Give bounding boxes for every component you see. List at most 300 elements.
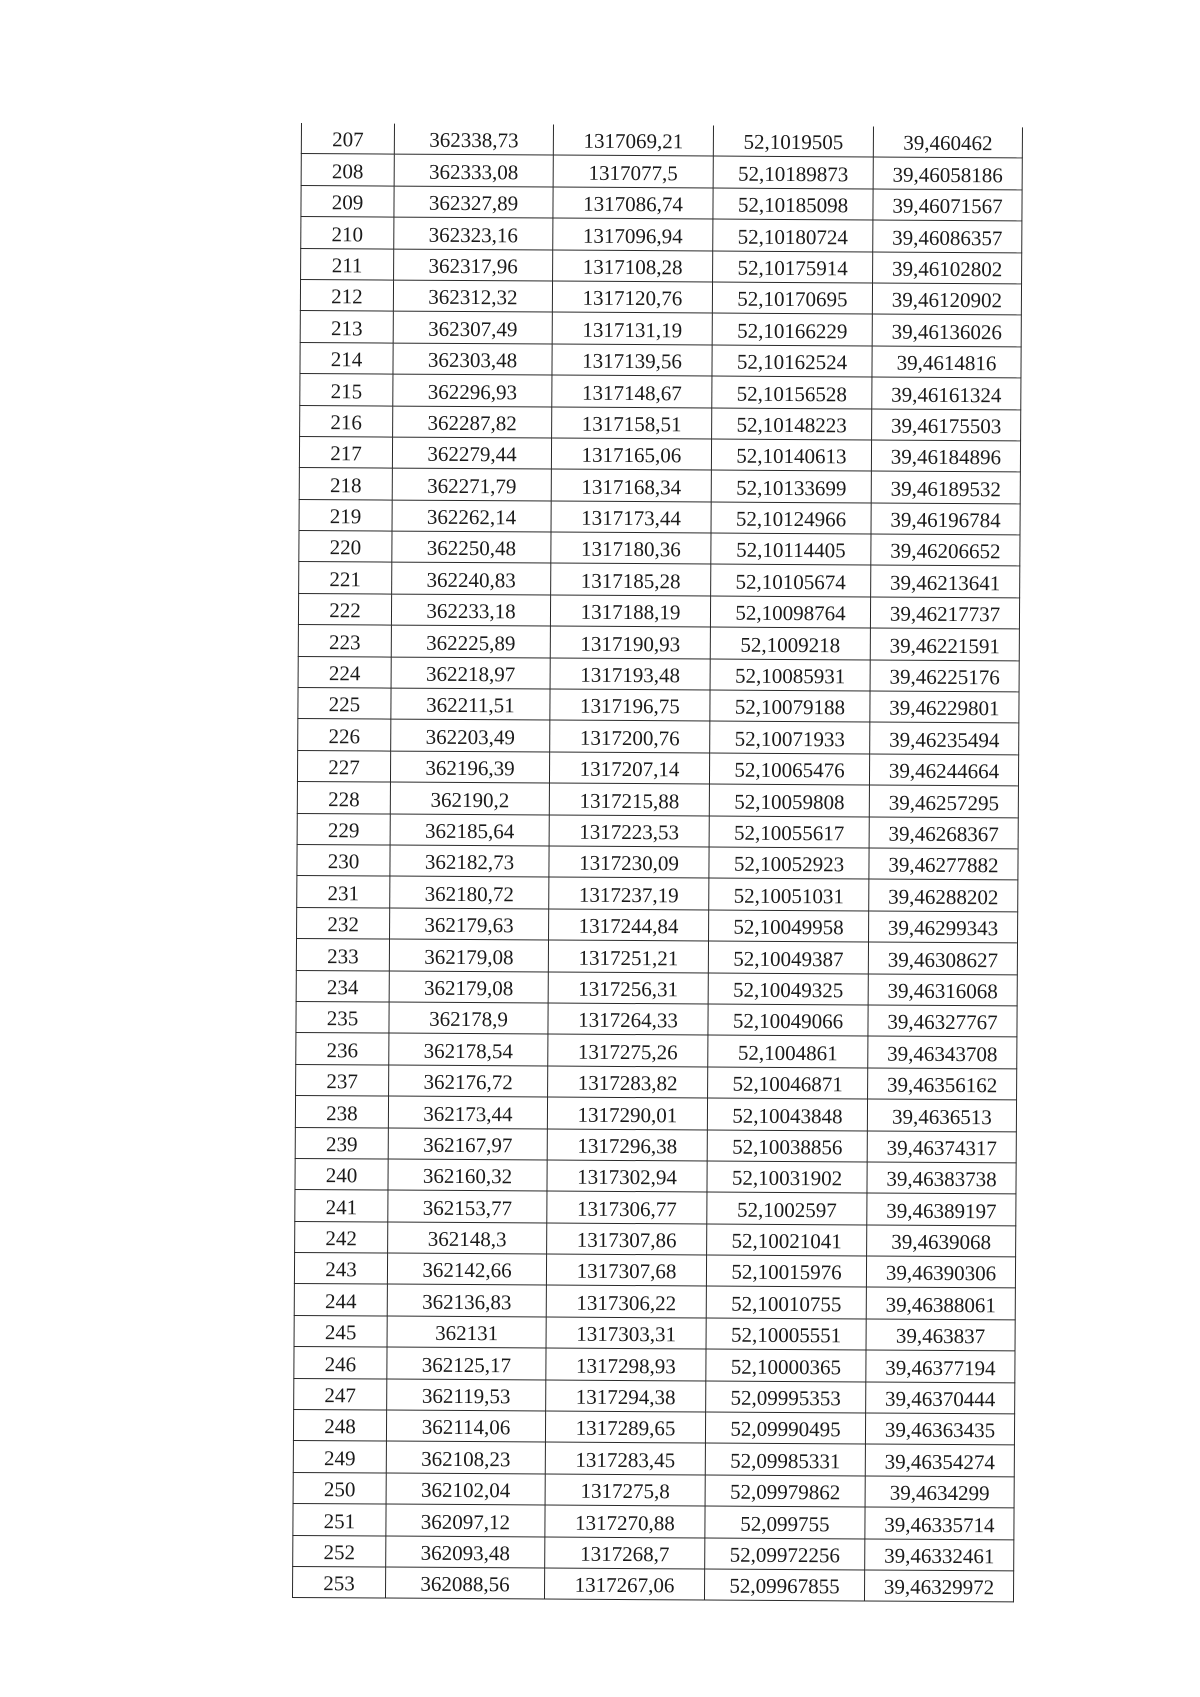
longitude-cell bbox=[868, 1068, 1017, 1100]
cell-value: 362153,77 bbox=[422, 1195, 513, 1220]
table-row bbox=[296, 1033, 1017, 1069]
point-number-cell bbox=[294, 1378, 387, 1410]
cell-value: 52,09967855 bbox=[729, 1574, 840, 1599]
cell-value: 39,46389197 bbox=[886, 1198, 997, 1223]
longitude-cell bbox=[867, 1193, 1016, 1225]
cell-value: 39,46356162 bbox=[886, 1072, 998, 1098]
cell-value: 362240,83 bbox=[426, 567, 516, 593]
cell-value: 362119,53 bbox=[421, 1383, 511, 1409]
x-coordinate-cell bbox=[391, 657, 550, 689]
cell-value: 1317139,56 bbox=[582, 348, 682, 374]
cell-value: 362178,54 bbox=[423, 1038, 514, 1064]
cell-value: 238 bbox=[326, 1100, 358, 1125]
table-row bbox=[299, 499, 1020, 535]
latitude-cell bbox=[708, 1035, 868, 1067]
table-row bbox=[301, 248, 1022, 284]
cell-value: 39,46299343 bbox=[887, 915, 999, 941]
cell-value: 52,10055617 bbox=[733, 820, 845, 846]
latitude-cell bbox=[706, 1318, 866, 1350]
table-row bbox=[299, 531, 1020, 567]
table-row bbox=[298, 688, 1019, 724]
cell-value: 39,46327767 bbox=[887, 1009, 998, 1035]
cell-value: 52,1002597 bbox=[736, 1197, 837, 1222]
cell-value: 39,46329972 bbox=[883, 1574, 995, 1600]
latitude-cell bbox=[711, 502, 871, 534]
table-row bbox=[300, 279, 1021, 315]
latitude-cell bbox=[710, 659, 870, 691]
coordinates-table bbox=[292, 123, 1023, 1603]
latitude-cell bbox=[713, 219, 873, 251]
latitude-cell bbox=[712, 282, 872, 314]
longitude-cell bbox=[871, 534, 1020, 566]
point-number-cell bbox=[300, 405, 393, 437]
cell-value: 362108,23 bbox=[421, 1446, 511, 1472]
y-coordinate-cell bbox=[548, 1003, 708, 1035]
table-row bbox=[295, 1190, 1016, 1226]
cell-value: 362279,44 bbox=[427, 442, 517, 467]
cell-value: 1317207,14 bbox=[579, 756, 680, 782]
cell-value: 362262,14 bbox=[426, 504, 517, 530]
latitude-cell bbox=[707, 1224, 867, 1256]
cell-value: 1317086,74 bbox=[583, 191, 683, 217]
latitude-cell bbox=[705, 1506, 865, 1538]
cell-value: 52,10085931 bbox=[734, 663, 846, 689]
table-row bbox=[297, 750, 1018, 786]
cell-value: 220 bbox=[329, 535, 362, 560]
cell-value: 52,10046871 bbox=[732, 1071, 843, 1097]
x-coordinate-cell bbox=[388, 1190, 547, 1222]
latitude-cell bbox=[712, 376, 872, 408]
latitude-cell bbox=[710, 721, 870, 753]
cell-value: 243 bbox=[325, 1257, 357, 1282]
latitude-cell bbox=[709, 784, 869, 816]
cell-value: 1317190,93 bbox=[580, 631, 681, 656]
longitude-cell bbox=[867, 1225, 1016, 1257]
x-coordinate-cell bbox=[390, 814, 549, 846]
point-number-cell bbox=[292, 1566, 385, 1598]
cell-value: 52,10010755 bbox=[731, 1291, 842, 1317]
cell-value: 1317185,28 bbox=[580, 568, 681, 594]
x-coordinate-cell bbox=[394, 217, 553, 249]
cell-value: 1317148,67 bbox=[581, 380, 682, 405]
cell-value: 234 bbox=[326, 975, 359, 1000]
cell-value: 1317275,26 bbox=[577, 1039, 678, 1065]
table-row bbox=[294, 1253, 1015, 1289]
cell-value: 214 bbox=[330, 347, 363, 372]
table-row bbox=[298, 719, 1019, 755]
cell-value: 39,46374317 bbox=[886, 1135, 997, 1161]
point-number-cell bbox=[296, 970, 389, 1002]
cell-value: 52,10189873 bbox=[738, 161, 849, 187]
cell-value: 1317108,28 bbox=[582, 254, 683, 280]
cell-value: 1317230,09 bbox=[579, 851, 679, 876]
point-number-cell bbox=[297, 782, 390, 814]
y-coordinate-cell bbox=[546, 1317, 706, 1349]
point-number-cell bbox=[298, 719, 391, 751]
point-number-cell bbox=[301, 248, 394, 280]
point-number-cell bbox=[295, 1158, 388, 1190]
table-row bbox=[301, 185, 1022, 221]
latitude-cell bbox=[705, 1412, 865, 1444]
y-coordinate-cell bbox=[545, 1505, 705, 1537]
cell-value: 362125,17 bbox=[421, 1352, 512, 1377]
longitude-cell bbox=[871, 440, 1020, 472]
cell-value: 52,10021041 bbox=[731, 1228, 842, 1254]
cell-value: 362323,16 bbox=[428, 222, 519, 247]
cell-value: 1317215,88 bbox=[579, 788, 680, 813]
y-coordinate-cell bbox=[549, 752, 709, 784]
table-row bbox=[300, 405, 1021, 441]
cell-value: 39,4636513 bbox=[891, 1104, 992, 1129]
point-number-cell bbox=[294, 1347, 387, 1379]
cell-value: 52,09979862 bbox=[729, 1479, 841, 1505]
cell-value: 39,46058186 bbox=[892, 162, 1003, 188]
cell-value: 362114,06 bbox=[421, 1415, 511, 1440]
table-row bbox=[298, 656, 1019, 692]
latitude-cell bbox=[709, 753, 869, 785]
cell-value: 52,10049958 bbox=[733, 914, 844, 940]
y-coordinate-cell bbox=[547, 1097, 707, 1129]
latitude-cell bbox=[705, 1538, 865, 1570]
cell-value: 1317306,77 bbox=[576, 1196, 677, 1221]
cell-value: 52,09995353 bbox=[730, 1385, 841, 1411]
cell-value: 1317200,76 bbox=[579, 725, 680, 751]
longitude-cell bbox=[868, 1036, 1017, 1068]
cell-value: 362088,56 bbox=[420, 1572, 510, 1597]
table-row bbox=[294, 1347, 1015, 1383]
cell-value: 39,46370444 bbox=[885, 1386, 996, 1412]
point-number-cell bbox=[300, 311, 393, 343]
y-coordinate-cell bbox=[546, 1254, 706, 1286]
longitude-cell bbox=[873, 126, 1022, 158]
longitude-cell bbox=[873, 157, 1022, 189]
latitude-cell bbox=[706, 1286, 866, 1318]
latitude-cell bbox=[708, 941, 868, 973]
cell-value: 215 bbox=[330, 378, 363, 403]
latitude-cell bbox=[712, 345, 872, 377]
cell-value: 1317196,75 bbox=[579, 694, 680, 719]
cell-value: 362296,93 bbox=[427, 379, 518, 404]
cell-value: 362312,32 bbox=[428, 285, 518, 310]
cell-value: 52,10140613 bbox=[736, 443, 847, 469]
cell-value: 39,4639068 bbox=[891, 1229, 992, 1255]
cell-value: 52,10148223 bbox=[736, 412, 847, 438]
cell-value: 362338,73 bbox=[429, 128, 519, 153]
cell-value: 223 bbox=[329, 629, 361, 655]
x-coordinate-cell bbox=[392, 500, 551, 532]
cell-value: 39,46363435 bbox=[884, 1417, 996, 1443]
cell-value: 1317237,19 bbox=[578, 882, 679, 908]
table-row bbox=[295, 1221, 1016, 1257]
cell-value: 218 bbox=[329, 472, 362, 498]
cell-value: 52,10133699 bbox=[736, 475, 847, 501]
cell-value: 362196,39 bbox=[425, 755, 515, 781]
cell-value: 52,10065476 bbox=[734, 757, 845, 783]
cell-value: 52,1004861 bbox=[737, 1040, 838, 1066]
longitude-cell bbox=[865, 1476, 1014, 1508]
cell-value: 241 bbox=[325, 1194, 358, 1220]
cell-value: 362173,44 bbox=[423, 1101, 513, 1126]
latitude-cell bbox=[708, 973, 868, 1005]
cell-value: 1317131,19 bbox=[582, 317, 683, 343]
cell-value: 52,10051031 bbox=[733, 883, 844, 909]
point-number-cell bbox=[297, 876, 390, 908]
point-number-cell bbox=[297, 907, 390, 939]
point-number-cell bbox=[293, 1472, 386, 1504]
x-coordinate-cell bbox=[386, 1504, 545, 1536]
point-number-cell bbox=[295, 1190, 388, 1222]
x-coordinate-cell bbox=[392, 531, 551, 563]
cell-value: 362131 bbox=[435, 1321, 499, 1346]
cell-value: 1317158,51 bbox=[581, 411, 682, 437]
coordinates-table-body bbox=[292, 123, 1022, 1602]
point-number-cell bbox=[293, 1535, 386, 1567]
point-number-cell bbox=[299, 562, 392, 594]
cell-value: 39,46257295 bbox=[888, 790, 1000, 815]
x-coordinate-cell bbox=[392, 468, 551, 500]
y-coordinate-cell bbox=[545, 1411, 705, 1443]
table-row bbox=[296, 970, 1017, 1006]
cell-value: 362190,2 bbox=[430, 787, 510, 812]
longitude-cell bbox=[871, 471, 1020, 503]
longitude-cell bbox=[872, 409, 1021, 441]
latitude-cell bbox=[708, 1067, 868, 1099]
cell-value: 52,10170695 bbox=[737, 287, 848, 312]
cell-value: 212 bbox=[331, 284, 363, 309]
cell-value: 39,46308627 bbox=[887, 947, 999, 972]
cell-value: 52,10049066 bbox=[732, 1008, 844, 1034]
y-coordinate-cell bbox=[553, 250, 713, 282]
cell-value: 211 bbox=[331, 253, 363, 278]
latitude-cell bbox=[713, 188, 873, 220]
point-number-cell bbox=[295, 1221, 388, 1253]
latitude-cell bbox=[707, 1192, 867, 1224]
point-number-cell bbox=[299, 531, 392, 563]
longitude-cell bbox=[865, 1507, 1014, 1539]
point-number-cell bbox=[300, 374, 393, 406]
y-coordinate-cell bbox=[550, 595, 710, 627]
table-row bbox=[294, 1284, 1015, 1320]
table-row bbox=[301, 123, 1022, 158]
table-row bbox=[298, 625, 1019, 661]
cell-value: 1317290,01 bbox=[577, 1102, 678, 1127]
cell-value: 233 bbox=[327, 943, 359, 968]
cell-value: 39,46332461 bbox=[884, 1543, 995, 1569]
cell-value: 242 bbox=[325, 1226, 358, 1251]
longitude-cell bbox=[866, 1319, 1015, 1351]
cell-value: 239 bbox=[325, 1132, 358, 1157]
longitude-cell bbox=[869, 754, 1018, 786]
longitude-cell bbox=[869, 879, 1018, 911]
longitude-cell bbox=[870, 628, 1019, 660]
cell-value: 1317294,38 bbox=[575, 1384, 676, 1410]
point-number-cell bbox=[300, 342, 393, 374]
table-row bbox=[294, 1378, 1015, 1414]
cell-value: 229 bbox=[327, 818, 360, 843]
x-coordinate-cell bbox=[388, 1128, 547, 1160]
point-number-cell bbox=[298, 656, 391, 688]
cell-value: 362333,08 bbox=[429, 159, 519, 185]
longitude-cell bbox=[867, 1130, 1016, 1162]
table-row bbox=[296, 939, 1017, 975]
x-coordinate-cell bbox=[387, 1379, 546, 1411]
cell-value: 39,46377194 bbox=[885, 1355, 996, 1380]
y-coordinate-cell bbox=[553, 155, 713, 187]
latitude-cell bbox=[711, 533, 871, 565]
point-number-cell bbox=[297, 750, 390, 782]
latitude-cell bbox=[707, 1098, 867, 1130]
x-coordinate-cell bbox=[393, 280, 552, 312]
cell-value: 52,10049387 bbox=[733, 946, 844, 971]
latitude-cell bbox=[709, 878, 869, 910]
y-coordinate-cell bbox=[544, 1568, 704, 1600]
x-coordinate-cell bbox=[393, 406, 552, 438]
x-coordinate-cell bbox=[387, 1285, 546, 1317]
longitude-cell bbox=[866, 1256, 1015, 1288]
y-coordinate-cell bbox=[552, 312, 712, 344]
cell-value: 362148,3 bbox=[427, 1226, 507, 1252]
cell-value: 1317173,44 bbox=[581, 505, 682, 531]
cell-value: 253 bbox=[323, 1571, 355, 1596]
cell-value: 39,46225176 bbox=[889, 664, 1000, 690]
y-coordinate-cell bbox=[546, 1348, 706, 1380]
cell-value: 209 bbox=[331, 190, 364, 215]
cell-value: 52,10038856 bbox=[732, 1134, 843, 1160]
longitude-cell bbox=[865, 1539, 1014, 1571]
longitude-cell bbox=[870, 691, 1019, 723]
cell-value: 228 bbox=[328, 786, 360, 811]
cell-value: 362287,82 bbox=[427, 410, 517, 436]
longitude-cell bbox=[867, 1162, 1016, 1194]
table-row bbox=[300, 374, 1021, 410]
latitude-cell bbox=[707, 1161, 867, 1193]
cell-value: 39,46196784 bbox=[890, 507, 1001, 533]
longitude-cell bbox=[872, 346, 1021, 378]
cell-value: 1317302,94 bbox=[577, 1164, 678, 1190]
cell-value: 232 bbox=[327, 912, 359, 937]
cell-value: 362250,48 bbox=[426, 536, 517, 561]
cell-value: 231 bbox=[327, 880, 360, 906]
point-number-cell bbox=[295, 1096, 388, 1128]
cell-value: 207 bbox=[332, 127, 364, 152]
point-number-cell bbox=[301, 185, 394, 217]
cell-value: 39,46102802 bbox=[891, 256, 1003, 282]
cell-value: 362225,89 bbox=[426, 630, 516, 655]
y-coordinate-cell bbox=[546, 1380, 706, 1412]
x-coordinate-cell bbox=[387, 1253, 546, 1285]
y-coordinate-cell bbox=[548, 1066, 708, 1098]
cell-value: 39,46161324 bbox=[891, 382, 1002, 407]
cell-value: 52,1019505 bbox=[743, 130, 844, 155]
cell-value: 362233,18 bbox=[426, 599, 516, 624]
cell-value: 249 bbox=[324, 1445, 356, 1471]
x-coordinate-cell bbox=[394, 154, 553, 186]
point-number-cell bbox=[299, 436, 392, 468]
cell-value: 52,09972256 bbox=[729, 1542, 840, 1568]
x-coordinate-cell bbox=[391, 594, 550, 626]
cell-value: 1317275,8 bbox=[580, 1478, 670, 1504]
table-row bbox=[297, 813, 1018, 849]
latitude-cell bbox=[708, 1004, 868, 1036]
y-coordinate-cell bbox=[548, 940, 708, 972]
x-coordinate-cell bbox=[389, 971, 548, 1003]
x-coordinate-cell bbox=[390, 782, 549, 814]
cell-value: 213 bbox=[330, 315, 363, 341]
table-row bbox=[299, 436, 1020, 472]
x-coordinate-cell bbox=[389, 939, 548, 971]
cell-value: 1317096,94 bbox=[582, 223, 683, 248]
cell-value: 362093,48 bbox=[420, 1540, 510, 1566]
longitude-cell bbox=[870, 722, 1019, 754]
cell-value: 226 bbox=[328, 723, 361, 749]
cell-value: 1317270,88 bbox=[575, 1510, 675, 1535]
table-row bbox=[299, 562, 1020, 598]
cell-value: 52,10114405 bbox=[736, 538, 846, 563]
x-coordinate-cell bbox=[390, 845, 549, 877]
y-coordinate-cell bbox=[550, 658, 710, 690]
cell-value: 362102,04 bbox=[420, 1477, 511, 1503]
cell-value: 240 bbox=[325, 1163, 358, 1188]
x-coordinate-cell bbox=[389, 1002, 548, 1034]
cell-value: 235 bbox=[326, 1006, 359, 1031]
cell-value: 1317306,22 bbox=[576, 1290, 677, 1316]
cell-value: 1317268,7 bbox=[580, 1541, 670, 1567]
latitude-cell bbox=[706, 1255, 866, 1287]
latitude-cell bbox=[707, 1130, 867, 1162]
point-number-cell bbox=[298, 593, 391, 625]
table-row bbox=[299, 468, 1020, 504]
y-coordinate-cell bbox=[551, 564, 711, 596]
longitude-cell bbox=[872, 283, 1021, 315]
cell-value: 1317120,76 bbox=[582, 286, 683, 311]
cell-value: 39,46189532 bbox=[890, 476, 1001, 501]
cell-value: 225 bbox=[328, 692, 361, 717]
cell-value: 39,46229801 bbox=[889, 696, 1000, 721]
cell-value: 39,4614816 bbox=[896, 350, 997, 376]
longitude-cell bbox=[867, 1099, 1016, 1131]
table-row bbox=[297, 876, 1018, 912]
longitude-cell bbox=[873, 252, 1022, 284]
cell-value: 52,10015976 bbox=[731, 1260, 842, 1285]
x-coordinate-cell bbox=[388, 1222, 547, 1254]
x-coordinate-cell bbox=[386, 1473, 545, 1505]
cell-value: 39,46206652 bbox=[890, 539, 1001, 564]
cell-value: 39,46235494 bbox=[889, 727, 1000, 753]
cell-value: 39,46217737 bbox=[889, 601, 1001, 627]
cell-value: 362167,97 bbox=[423, 1132, 513, 1158]
x-coordinate-cell bbox=[387, 1316, 546, 1348]
longitude-cell bbox=[868, 942, 1017, 974]
cell-value: 1317180,36 bbox=[580, 537, 681, 562]
latitude-cell bbox=[706, 1349, 866, 1381]
cell-value: 1317251,21 bbox=[578, 945, 679, 970]
x-coordinate-cell bbox=[390, 908, 549, 940]
cell-value: 1317193,48 bbox=[580, 662, 681, 688]
table-row bbox=[294, 1315, 1015, 1351]
table-row bbox=[296, 1001, 1017, 1037]
cell-value: 362185,64 bbox=[424, 818, 515, 844]
point-number-cell bbox=[294, 1284, 387, 1316]
cell-value: 39,46316068 bbox=[887, 978, 998, 1004]
longitude-cell bbox=[865, 1413, 1014, 1445]
cell-value: 362271,79 bbox=[427, 473, 517, 499]
cell-value: 52,10175914 bbox=[737, 255, 848, 281]
y-coordinate-cell bbox=[545, 1474, 705, 1506]
cell-value: 362307,49 bbox=[428, 316, 518, 342]
point-number-cell bbox=[296, 1064, 389, 1096]
latitude-cell bbox=[712, 408, 872, 440]
cell-value: 39,463837 bbox=[895, 1323, 986, 1349]
